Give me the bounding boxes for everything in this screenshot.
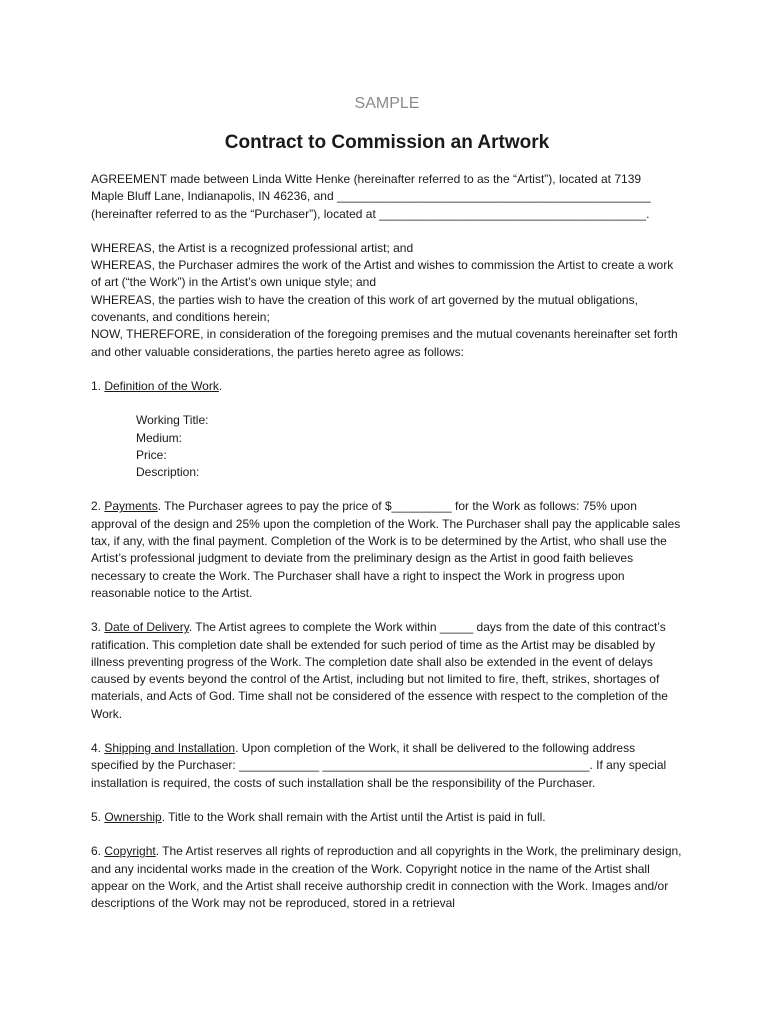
section-6-heading: Copyright <box>104 844 156 859</box>
document-title: Contract to Commission an Artwork <box>224 132 550 153</box>
recital-3: WHEREAS, the parties wish to have the creation of this work of art governed by the mutual obligations, covenants, and conditions herein; <box>91 292 638 325</box>
section-3-number: 3. <box>91 620 105 635</box>
section-4 <box>91 740 683 792</box>
field-price: Price: <box>136 447 167 462</box>
agreement-line-2: Maple Bluff Lane, Indianapolis, IN 46236, and _______________________________________________ <box>91 189 651 204</box>
section-1-number: 1. <box>91 378 105 393</box>
agreement-paragraph <box>91 171 683 223</box>
section-3-text: . The Artist agrees to complete the Work within _____ days from the date of this contract’s ratification. This completion date shall be extended for such period of time as the Artist may be disabled by illness preventing progress of the Work. The completion date shall also be extended in the event of delays caused by events beyond the control of the Artist, including but not limited to fire, theft, strikes, shortages of materials, and Acts of God. Time shall not be considered of the essence with respect to the completion of the Work. <box>91 620 668 721</box>
contract-body <box>91 94 683 929</box>
section-3-heading: Date of Delivery <box>104 620 189 635</box>
section-2-number: 2. <box>91 499 105 514</box>
sample-watermark: SAMPLE <box>354 95 420 112</box>
section-2-heading: Payments <box>104 499 158 514</box>
recital-1: WHEREAS, the Artist is a recognized professional artist; and <box>91 240 414 255</box>
section-6-text: . The Artist reserves all rights of reproduction and all copyrights in the Work, the preliminary design, and any incidental works made in the creation of the Work. Copyright notice in the name of the Artist shall appear on the Work, and the Artist shall receive authorship credit in connection with the Work. Images and/or descriptions of the Work may not be reproduced, stored in a retrieval <box>91 844 682 911</box>
section-1 <box>91 378 683 395</box>
section-5-text: . Title to the Work shall remain with the Artist until the Artist is paid in full. <box>161 809 546 824</box>
section-4-number: 4. <box>91 741 105 756</box>
section-4-heading: Shipping and Installation <box>104 741 236 756</box>
section-2-text: . The Purchaser agrees to pay the price of $_________ for the Work as follows: 75% upon approval of the design and 25% upon the completion of the Work. The Purchaser shall pay the applicable sales tax, if any, with the final payment. Completion of the Work is to be determined by the Artist, who shall use the Artist’s professional judgment to deviate from the preliminary design as the Artist in good faith believes necessary to create the Work. The Purchaser shall have a right to inspect the Work in progress upon reasonable notice to the Artist. <box>91 499 681 600</box>
section-5 <box>91 809 683 826</box>
section-4-text: . Upon completion of the Work, it shall be delivered to the following address specified by the Purchaser: ____________ ________________________________________. If any special installation is required, the costs of such installation shall be the responsibility of the Purchaser. <box>91 741 667 790</box>
section-2 <box>91 498 683 602</box>
section-6-number: 6. <box>91 844 105 859</box>
section-5-number: 5. <box>91 809 105 824</box>
section-1-after: . <box>218 378 223 393</box>
work-fields <box>136 412 683 481</box>
field-working-title: Working Title: <box>136 413 209 428</box>
agreement-line-3: (hereinafter referred to as the “Purchaser”), located at ________________________________________. <box>91 206 650 221</box>
field-description: Description: <box>136 465 200 480</box>
recitals-paragraph <box>91 240 683 361</box>
section-5-heading: Ownership <box>104 809 162 824</box>
recital-4: NOW, THEREFORE, in consideration of the foregoing premises and the mutual covenants hereinafter set forth and other valuable considerations, the parties hereto agree as follows: <box>91 327 678 359</box>
section-1-heading: Definition of the Work <box>104 378 219 393</box>
section-3 <box>91 619 683 723</box>
agreement-line-1: AGREEMENT made between Linda Witte Henke (hereinafter referred to as the “Artist”), located at 7139 <box>91 172 642 186</box>
section-6 <box>91 843 683 912</box>
field-medium: Medium: <box>136 430 183 445</box>
recital-2: WHEREAS, the Purchaser admires the work of the Artist and wishes to commission the Artist to create a work of art (“the Work”) in the Artist’s own unique style; and <box>91 258 674 290</box>
